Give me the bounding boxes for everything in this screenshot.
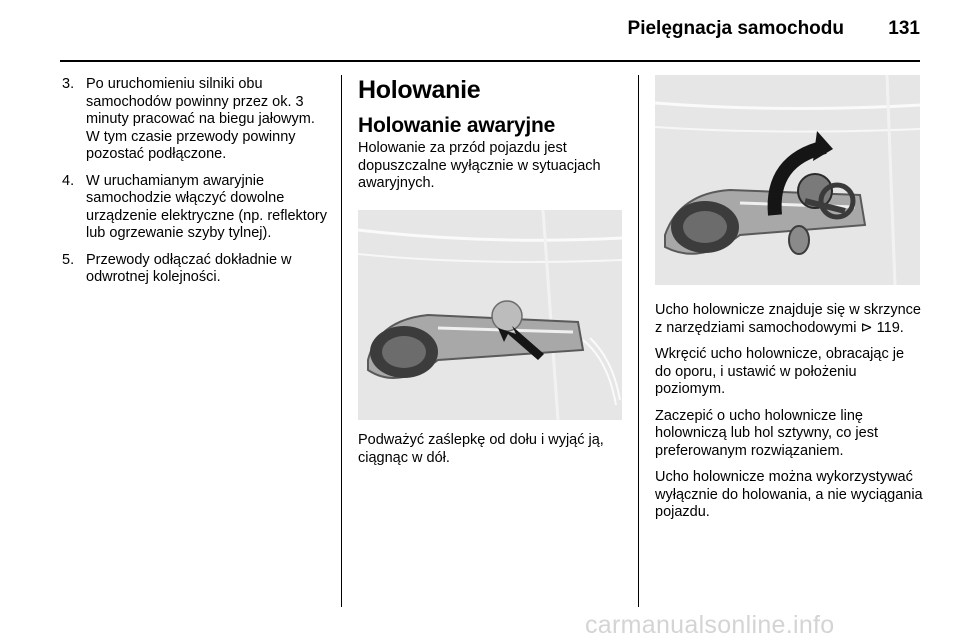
middle-column xyxy=(358,76,624,202)
paragraph: Ucho holownicze znajduje się w skrzynce z narzędziami samochodowymi ⊳ 119. xyxy=(655,302,921,336)
watermark: carmanualsonline.info xyxy=(585,611,835,639)
paragraph: Ucho holownicze można wykorzystywać wyłącznie do holowania, a nie wyciągania pojazdu. xyxy=(655,469,923,520)
intro-paragraph: Holowanie za przód pojazdu jest dopuszczalne wyłącznie w sytuacjach awaryjnych. xyxy=(358,140,601,191)
step-number: 5. xyxy=(62,251,75,268)
figure-tow-cover-removal xyxy=(358,210,622,420)
step-number: 4. xyxy=(62,172,75,189)
step-text: W uruchamianym awaryjnie samochodzie włączyć dowolne urządzenie elektryczne (np. reflektory lub ogrzewanie szyby tylnej). xyxy=(86,172,327,241)
column-divider-left xyxy=(341,75,342,607)
step-text: Przewody odłączać dokładnie w odwrotnej kolejności. xyxy=(86,251,292,285)
running-header-title: Pielęgnacja samochodu xyxy=(627,18,844,39)
column-divider-right xyxy=(638,75,639,607)
subsection-heading: Holowanie awaryjne xyxy=(358,114,556,137)
paragraph: Wkręcić ucho holownicze, obracając je do oporu, i ustawić w położeniu poziomym. xyxy=(655,346,905,397)
right-column xyxy=(655,302,923,531)
step-text: Po uruchomieniu silniki obu samochodów powinny przez ok. 3 minuty pracować na biegu jałowym. W tym czasie przewody powinny pozostać podłączone. xyxy=(86,76,315,162)
header-rule xyxy=(60,60,920,62)
left-column xyxy=(62,76,332,296)
list-item xyxy=(62,76,332,164)
figure-caption-1: Podważyć zaślepkę od dołu i wyjąć ją, ciągnąc w dół. xyxy=(358,432,604,466)
list-item xyxy=(62,252,332,287)
figure-tow-eye-install xyxy=(655,75,920,285)
step-number: 3. xyxy=(62,76,75,92)
page-number: 131 xyxy=(888,18,920,39)
section-heading: Holowanie xyxy=(358,76,481,104)
list-item xyxy=(62,173,332,243)
paragraph: Zaczepić o ucho holownicze linę holowniczą lub hol sztywny, co jest preferowanym rozwiązaniem. xyxy=(655,407,878,459)
